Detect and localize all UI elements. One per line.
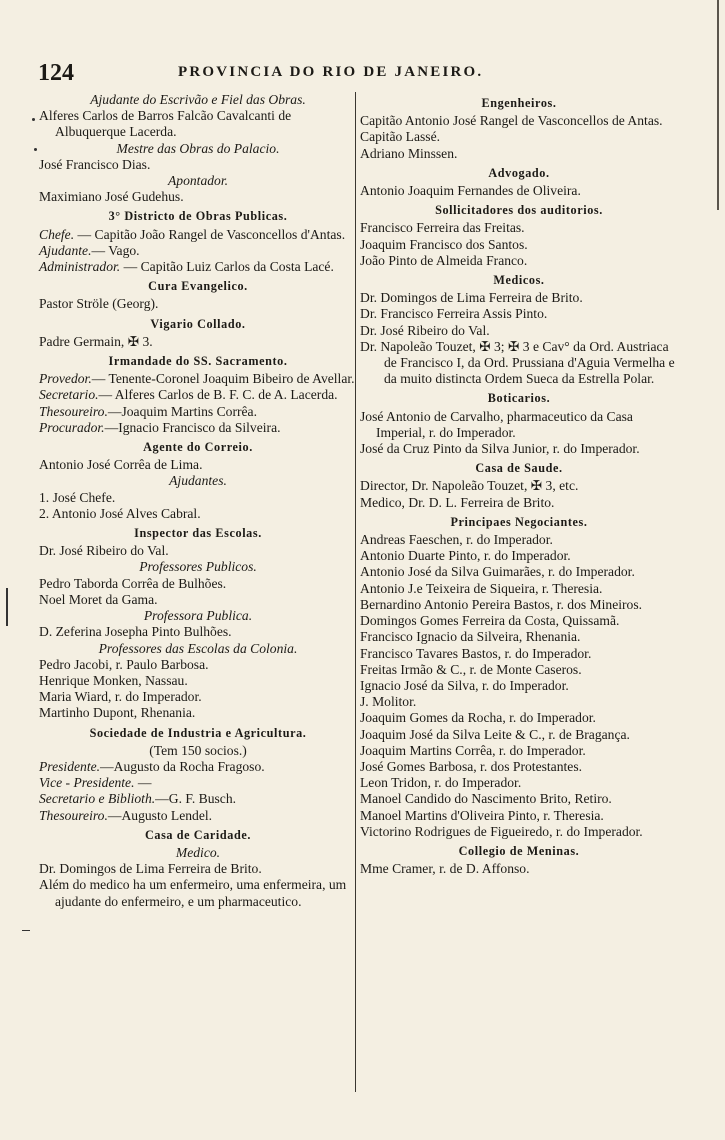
- entry: Manoel Candido do Nascimento Brito, Retiro.: [360, 791, 612, 807]
- entry: Alferes Carlos de Barros Falcão Cavalcanti de Albuquerque Lacerda.: [39, 108, 292, 140]
- entry: José Gomes Barbosa, r. dos Protestantes.: [360, 758, 583, 774]
- entry: José da Cruz Pinto da Silva Junior, r. do Imperador.: [360, 441, 640, 457]
- entry: Noel Moret da Gama.: [39, 591, 158, 607]
- entry: [39, 420, 357, 436]
- entry: Joaquim Martins Corrêa, r. do Imperador.: [360, 742, 586, 758]
- entry: Dr. José Ribeiro do Val.: [39, 543, 169, 559]
- entry: Padre Germain, ✠ 3.: [39, 333, 153, 349]
- entry: Maximiano José Gudehus.: [39, 189, 184, 205]
- entry: Dr. Napoleão Touzet, ✠ 3; ✠ 3 e Cav° da Ord. Austriaca de Francisco I, da Ord. Prussiana d'Aguia Vermelha e da muito distincta Ordem Sueca da Estrella Polar.: [360, 338, 675, 387]
- entry-role: Presidente.: [39, 758, 101, 774]
- entry: D. Zeferina Josepha Pinto Bulhões.: [39, 624, 232, 640]
- role-heading: Ajudantes.: [169, 473, 227, 489]
- section-heading: Vigario Collado.: [150, 316, 246, 331]
- entry: Dr. Domingos de Lima Ferreira de Brito.: [360, 290, 583, 306]
- entry: [39, 227, 357, 243]
- entry: Antonio J.e Teixeira de Siqueira, r. Theresia.: [360, 580, 603, 596]
- entry-text: — Capitão João Rangel de Vasconcellos d'Antas.: [74, 226, 346, 242]
- role-heading: Professora Publica.: [143, 608, 253, 624]
- page-number: 124: [38, 60, 74, 86]
- entry: Andreas Faeschen, r. do Imperador.: [360, 532, 553, 548]
- entry: [39, 808, 357, 824]
- section-heading: Inspector das Escolas.: [134, 526, 262, 541]
- entry: Martinho Dupont, Rhenania.: [39, 705, 196, 721]
- entry: (Tem 150 socios.): [149, 742, 247, 758]
- entry: Maria Wiard, r. do Imperador.: [39, 689, 202, 705]
- entry-text: — Alferes Carlos de B. F. C. de A. Lacerda.: [98, 387, 338, 403]
- entry-role: Thesoureiro.: [39, 807, 108, 823]
- entry: Leon Tridon, r. do Imperador.: [360, 775, 522, 791]
- section-heading: Casa de Caridade.: [144, 827, 251, 842]
- entry-role: Chefe.: [39, 226, 75, 242]
- entry-text: — Capitão Luiz Carlos da Costa Lacé.: [120, 259, 334, 275]
- section-heading: Principaes Negociantes.: [450, 514, 588, 529]
- section-heading: 3° Districto de Obras Publicas.: [108, 209, 288, 224]
- running-title: PROVINCIA DO RIO DE JANEIRO.: [178, 64, 484, 80]
- role-heading: Apontador.: [167, 173, 229, 189]
- role-heading: Mestre das Obras do Palacio.: [116, 140, 280, 156]
- entry: Francisco Tavares Bastos, r. do Imperador.: [360, 645, 592, 661]
- section-heading: Casa de Saude.: [475, 461, 563, 476]
- section-heading: Agente do Correio.: [143, 440, 253, 455]
- entry-role: Administrador.: [39, 259, 121, 275]
- entry: Freitas Irmão & C., r. de Monte Caseros.: [360, 661, 582, 677]
- entry: Antonio Joaquim Fernandes de Oliveira.: [360, 183, 581, 199]
- entry: José Antonio de Carvalho, pharmaceutico da Casa Imperial, r. do Imperador.: [360, 408, 633, 440]
- role-heading: Professores Publicos.: [139, 559, 257, 575]
- entry: Pastor Ströle (Georg).: [39, 296, 159, 312]
- page-header: [38, 60, 558, 90]
- entry-role: Procurador.: [39, 419, 105, 435]
- entry-text: —Ignacio Francisco da Silveira.: [104, 419, 281, 435]
- entry-role: Thesoureiro.: [39, 403, 108, 419]
- entry: Capitão Antonio José Rangel de Vasconcellos de Antas.: [360, 113, 663, 129]
- entry: Dr. Domingos de Lima Ferreira de Brito.: [39, 861, 262, 877]
- entry: Domingos Gomes Ferreira da Costa, Quissamã.: [360, 613, 620, 629]
- entry: Mme Cramer, r. de D. Affonso.: [360, 861, 530, 877]
- margin-mark: [22, 930, 30, 931]
- entry: [39, 404, 357, 420]
- margin-dot: [32, 118, 35, 121]
- section-heading: Cura Evangelico.: [148, 279, 248, 294]
- entry: João Pinto de Almeida Franco.: [360, 252, 528, 268]
- entry: Joaquim José da Silva Leite & C., r. de Bragança.: [360, 726, 630, 742]
- section-heading: Medicos.: [493, 273, 545, 288]
- role-heading: Medico.: [175, 844, 221, 860]
- entry-text: —Augusto Lendel.: [107, 807, 213, 823]
- entry: Antonio Duarte Pinto, r. do Imperador.: [360, 548, 571, 564]
- section-heading: Engenheiros.: [481, 96, 557, 110]
- entry-text: —Augusto da Rocha Fragoso.: [100, 758, 265, 774]
- margin-mark: [6, 588, 8, 626]
- entry: [39, 775, 357, 791]
- entry: [39, 371, 357, 387]
- entry-text: —: [134, 775, 152, 791]
- entry-role: Secretario.: [39, 387, 99, 403]
- entry: 1. José Chefe.: [39, 489, 116, 505]
- entry: Adriano Minssen.: [360, 145, 458, 161]
- role-heading: Ajudante do Escrivão e Fiel das Obras.: [90, 92, 306, 107]
- entry-role: Ajudante.: [39, 242, 92, 258]
- page-edge-line: [717, 0, 719, 210]
- entry: Pedro Jacobi, r. Paulo Barbosa.: [39, 656, 209, 672]
- entry: Antonio José da Silva Guimarães, r. do Imperador.: [360, 564, 635, 580]
- section-heading: Sociedade de Industria e Agricultura.: [89, 725, 307, 740]
- role-heading: Professores das Escolas da Colonia.: [98, 640, 298, 656]
- entry: Henrique Monken, Nassau.: [39, 672, 188, 688]
- entry: Joaquim Francisco dos Santos.: [360, 236, 528, 252]
- entry: Dr. Francisco Ferreira Assis Pinto.: [360, 306, 548, 322]
- entry: José Francisco Dias.: [39, 156, 151, 172]
- entry-role: Provedor.: [39, 371, 92, 387]
- entry: Dr. José Ribeiro do Val.: [360, 322, 490, 338]
- entry: Bernardino Antonio Pereira Bastos, r. dos Mineiros.: [360, 596, 643, 612]
- entry: [39, 259, 357, 275]
- entry: Pedro Taborda Corrêa de Bulhões.: [39, 575, 227, 591]
- entry: Capitão Lassé.: [360, 129, 441, 145]
- section-heading: Sollicitadores dos auditorios.: [435, 203, 603, 218]
- margin-dot: [34, 148, 37, 151]
- entry: J. Molitor.: [360, 694, 417, 710]
- section-heading: Advogado.: [488, 165, 550, 180]
- entry: Francisco Ferreira das Freitas.: [360, 220, 525, 236]
- entry-text: — Vago.: [91, 242, 140, 258]
- entry-text: —G. F. Busch.: [155, 791, 237, 807]
- entry: Francisco Ignacio da Silveira, Rhenania.: [360, 629, 581, 645]
- entry: Director, Dr. Napoleão Touzet, ✠ 3, etc.: [360, 478, 579, 494]
- entry: [39, 791, 357, 807]
- entry: Ignacio José da Silva, r. do Imperador.: [360, 677, 569, 693]
- entry: [39, 759, 357, 775]
- section-heading: Collegio de Meninas.: [458, 843, 580, 858]
- entry: Antonio José Corrêa de Lima.: [39, 457, 203, 473]
- entry: Manoel Martins d'Oliveira Pinto, r. Theresia.: [360, 807, 604, 823]
- entry: 2. Antonio José Alves Cabral.: [39, 505, 201, 521]
- section-heading: Boticarios.: [487, 391, 551, 406]
- entry-text: —Joaquim Martins Corrêa.: [107, 403, 257, 419]
- entry: [39, 387, 357, 403]
- left-column: [39, 92, 357, 910]
- entry: [39, 243, 357, 259]
- entry: Victorino Rodrigues de Figueiredo, r. do Imperador.: [360, 823, 643, 839]
- entry: Joaquim Gomes da Rocha, r. do Imperador.: [360, 710, 596, 726]
- right-column: [360, 92, 678, 877]
- entry-text: — Tenente-Coronel Joaquim Bibeiro de Avellar.: [91, 371, 355, 387]
- section-heading: Irmandade do SS. Sacramento.: [108, 354, 288, 369]
- entry: Além do medico ha um enfermeiro, uma enfermeira, um ajudante do enfermeiro, e um pharmaceutico.: [39, 877, 347, 909]
- entry-role: Secretario e Biblioth.: [39, 791, 156, 807]
- entry-role: Vice - Presidente.: [39, 775, 135, 791]
- entry: Medico, Dr. D. L. Ferreira de Brito.: [360, 494, 555, 510]
